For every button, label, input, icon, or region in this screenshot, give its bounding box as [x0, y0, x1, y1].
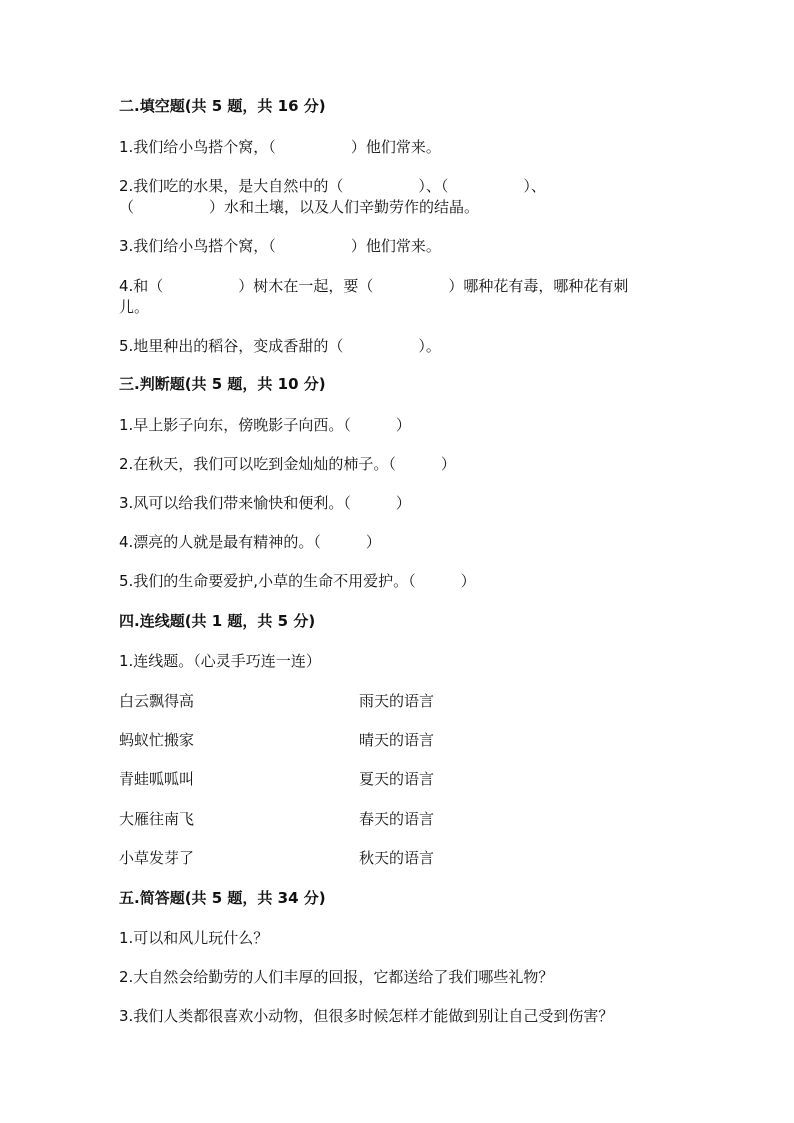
section-heading-fill: 二.填空题(共 5 题，共 16 分) [119, 97, 326, 115]
match-left-item: 蚂蚁忙搬家 [119, 731, 195, 749]
fill-question-4-line-1: 4.和（ ）树木在一起，要（ ）哪种花有毒，哪种花有刺 [119, 277, 629, 295]
section-heading-judge: 三.判断题(共 5 题，共 10 分) [119, 375, 326, 393]
judge-question-2: 2.在秋天，我们可以吃到金灿灿的柿子。（ ） [119, 455, 456, 473]
match-right-item: 秋天的语言 [359, 849, 435, 867]
short-question-1: 1.可以和风儿玩什么？ [119, 929, 269, 947]
match-left-item: 青蛙呱呱叫 [119, 770, 195, 788]
judge-question-5: 5.我们的生命要爱护,小草的生命不用爱护。（ ） [119, 572, 476, 590]
match-question-1: 1.连线题。（心灵手巧连一连） [119, 652, 321, 670]
section-heading-short: 五.简答题(共 5 题，共 34 分) [119, 889, 326, 907]
fill-question-1: 1.我们给小鸟搭个窝，（ ）他们常来。 [119, 138, 441, 156]
fill-question-4-line-2: 儿。 [119, 298, 150, 316]
fill-question-2-line-1: 2.我们吃的水果，是大自然中的（ ）、（ ）、 [119, 177, 546, 195]
judge-question-4: 4.漂亮的人就是最有精神的。（ ） [119, 533, 381, 551]
match-right-item: 春天的语言 [359, 810, 435, 828]
match-right-item: 晴天的语言 [359, 731, 435, 749]
match-right-item: 雨天的语言 [359, 692, 435, 710]
fill-question-5: 5.地里种出的稻谷，变成香甜的（ ）。 [119, 337, 441, 355]
match-right-item: 夏天的语言 [359, 770, 435, 788]
fill-question-3: 3.我们给小鸟搭个窝，（ ）他们常来。 [119, 237, 441, 255]
match-left-item: 大雁往南飞 [119, 810, 195, 828]
short-question-3: 3.我们人类都很喜欢小动物，但很多时候怎样才能做到别让自己受到伤害？ [119, 1007, 614, 1025]
match-left-item: 小草发芽了 [119, 849, 195, 867]
section-heading-match: 四.连线题(共 1 题，共 5 分) [119, 612, 316, 630]
short-question-2: 2.大自然会给勤劳的人们丰厚的回报，它都送给了我们哪些礼物？ [119, 968, 554, 986]
match-left-item: 白云飘得高 [119, 692, 195, 710]
fill-question-2-line-2: （ ）水和土壤，以及人们辛勤劳作的结晶。 [119, 198, 480, 216]
judge-question-1: 1.早上影子向东，傍晚影子向西。（ ） [119, 416, 411, 434]
judge-question-3: 3.风可以给我们带来愉快和便利。（ ） [119, 494, 411, 512]
